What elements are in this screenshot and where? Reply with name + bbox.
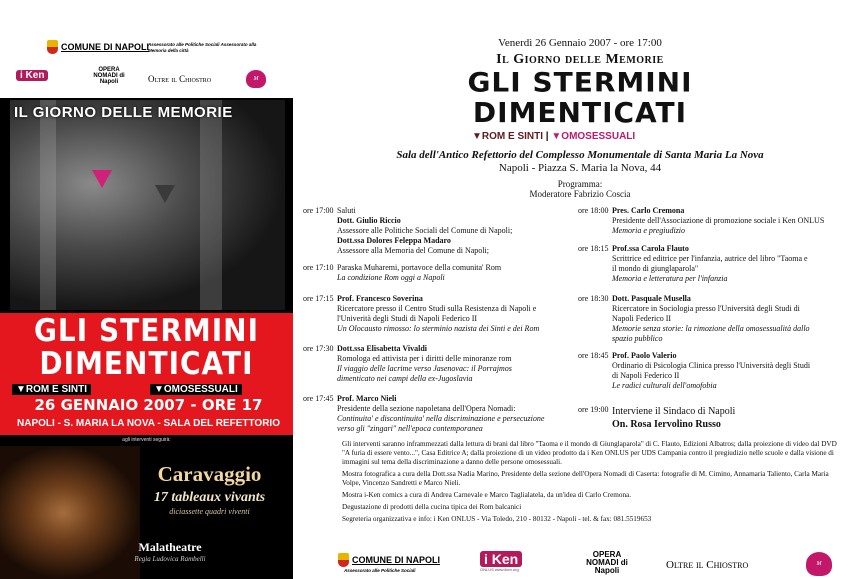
event-date-line: Venerdì 26 Gennaio 2007 - ore 17:00 <box>498 37 662 49</box>
poster-subtitle: IL GIORNO DELLE MEMORIE <box>14 104 233 121</box>
note-photo-exhibit: Mostra fotografica a cura della Dott.ssa Nadia Marino, Presidente della sezione dell'Opera Nomadi di Caserta: fotografie di M. Cimino, Annamaria Taliento, Carla Maria Volpe, Vincenzo Sandretti e Marco Nieli. <box>342 470 829 487</box>
comune-crest-icon <box>47 40 58 54</box>
schedule-time: ore 17:00 <box>303 206 334 215</box>
footer-iken-logo: i Ken ONLUS www.iken.org <box>480 551 522 572</box>
schedule-line: Pres. Carlo Cremona <box>612 206 685 215</box>
schedule-body <box>612 294 810 344</box>
poster-caravaggio: Caravaggio <box>157 462 262 486</box>
poster-assessorato-text: Assessorato alle Politiche Sociali Assessorato alla Memoria della città <box>148 42 257 53</box>
schedule-line: Interviene il Sindaco di Napoli <box>612 406 736 417</box>
schedule-body <box>337 294 539 334</box>
schedule-line: l'Univerità degli Studi di Napoli Federico II <box>337 314 478 323</box>
schedule-line: Il viaggio delle lacrime verso Jasenovac: il Porrajmos <box>337 364 512 373</box>
schedule-body <box>612 244 808 284</box>
poster-date: 26 GENNAIO 2007 - ORE 17 <box>34 396 263 414</box>
schedule-line: Ricercatore in Sociologia presso l'Università degli Studi di <box>612 304 800 313</box>
event-subtitle <box>472 131 635 142</box>
schedule-time: ore 17:30 <box>303 344 334 353</box>
schedule-time: ore 17:10 <box>303 263 334 272</box>
event-title-line2: DIMENTICATI <box>472 96 688 129</box>
malatheatre-icon: M <box>246 70 266 88</box>
schedule-line: Ricercatore presso il Centro Studi sulla Resistenza di Napoli e <box>337 304 537 313</box>
poster-iken-logo: i Ken <box>16 70 48 81</box>
poster-photograph <box>10 100 285 310</box>
schedule-line: Napoli Federico II <box>612 314 672 323</box>
poster-quadri: diciassette quadri viventi <box>169 507 250 516</box>
footer-opera-nomadi-logo: OPERA NOMADI di Napoli <box>586 550 628 575</box>
schedule-line: il mondo di giunglaparola" <box>612 264 699 273</box>
oms-label: ▼OMOSESSUALI <box>551 131 636 142</box>
poster-comune-logo: COMUNE DI NAPOLI <box>47 40 149 54</box>
event-notes <box>342 440 846 527</box>
schedule-line: La condizione Rom oggi a Napoli <box>337 273 445 282</box>
schedule-line: Memorie senza storie: la rimozione della omosessualità dallo <box>612 324 810 333</box>
schedule-line: Un Olocausto rimosso: lo sterminio nazista dei Sinti e dei Rom <box>337 324 540 333</box>
schedule-line: Prof. Marco Nieli <box>337 394 397 403</box>
moderator: Moderatore Fabrizio Coscia <box>529 189 631 199</box>
schedule-time: ore 18:15 <box>578 244 609 253</box>
schedule-body <box>612 405 735 431</box>
event-address: Napoli - Piazza S. Maria la Nova, 44 <box>498 162 662 174</box>
poster-oms-label: ▼OMOSESSUALI <box>150 384 242 395</box>
schedule-line: Le radici culturali dell'omofobia <box>612 381 717 390</box>
schedule-line: verso gli "zingari" nell'epoca contemporanea <box>337 424 483 433</box>
schedule-body <box>337 394 544 434</box>
poster-tableaux: 17 tableaux vivants <box>153 490 266 505</box>
poster-interventi-note: agli interventi seguirà: <box>122 437 171 443</box>
schedule-line: Memoria e pregiudizio <box>612 226 686 235</box>
schedule-line: Saluti <box>337 206 356 215</box>
poster-malatheatre: Malatheatre <box>138 540 202 554</box>
poster-place: NAPOLI - S. MARIA LA NOVA - SALA DEL REFETTORIO <box>17 418 280 429</box>
schedule-line: Presidente dell'Associazione di promozione sociale i Ken ONLUS <box>612 216 825 225</box>
schedule-line: Continuita' e discontinuita' nella discriminazione e persecuzione <box>337 414 545 423</box>
schedule-time: ore 18:00 <box>578 206 609 215</box>
malatheatre-icon: M <box>806 552 832 576</box>
schedule-time: ore 18:45 <box>578 351 609 360</box>
poster-logo-band <box>0 0 293 98</box>
schedule-line: Prof. Francesco Soverina <box>337 294 423 303</box>
schedule-line: On. Rosa Iervolino Russo <box>612 419 721 430</box>
event-title-line1: GLI STERMINI <box>467 66 693 99</box>
schedule-body <box>337 263 501 283</box>
schedule-line: Assessore alla Memoria del Comune di Napoli; <box>337 246 489 255</box>
schedule-line: Paraska Muharemi, portavoce della comunita' Rom <box>337 263 502 272</box>
pink-triangle-icon <box>92 170 112 188</box>
schedule-body <box>337 344 512 384</box>
schedule-line: Dott. Giulio Riccio <box>337 216 401 225</box>
poster-title-line1: GLI STERMINI <box>33 312 260 349</box>
poster-oltre-logo: Oltre il Chiostro <box>148 74 212 84</box>
footer-malatheatre-logo <box>806 552 832 576</box>
note-secretariat: Segreteria organizzativa e info: i Ken ONLUS - Via Toledo, 210 - 80132 - Napoli - tel. & fax: 081.5519653 <box>342 515 652 523</box>
schedule-line: Dott.ssa Dolores Feleppa Madaro <box>337 236 451 245</box>
schedule-line: Ordinario di Psicologia Clinica presso l'Università degli Studi <box>612 361 811 370</box>
poster-regia: Regia Ludovica Rambelli <box>134 555 206 563</box>
schedule-line: Romologa ed attivista per i diritti delle minoranze rom <box>337 354 512 363</box>
poster-title-line2: DIMENTICATI <box>39 345 254 382</box>
schedule-time: ore 18:30 <box>578 294 609 303</box>
schedule-line: Prof. Paolo Valerio <box>612 351 677 360</box>
comune-crest-icon <box>338 553 349 567</box>
poster-rom-label: ▼ROM E SINTI <box>12 384 91 395</box>
schedule-line: Memoria e letteratura per l'infanzia <box>612 274 728 283</box>
poster-opera-nomadi-logo: OPERA NOMADI di Napoli <box>93 67 125 85</box>
poster-malatheatre-logo <box>246 70 266 88</box>
schedule-line: Prof.ssa Carola Flauto <box>612 244 689 253</box>
schedule-line: Dott.ssa Elisabetta Vivaldi <box>337 344 428 353</box>
note-readings: Gli interventi saranno inframmezzati dalla lettura di brani dal libro "Taoma e il mondo di Giunglaparola" di C. Flauto, Edizioni Albatros; dalla proiezione di video dal DVD "A furia di essere vento...", Casa Editrice A; dalla proiezione di un video prodotto da i Ken ONLUS per UDS Campania contro il pregiudizio nelle scuole e dalla visione di immagini sul tema della discriminazione a danno delle persone omosessuali. <box>342 440 837 466</box>
schedule-line: Assessore alle Politiche Sociali del Comune di Napoli; <box>337 226 513 235</box>
schedule-time: ore 17:45 <box>303 394 334 403</box>
footer-assessorato-text: Assessorato alle Politiche Sociali <box>344 568 416 573</box>
event-poster <box>0 0 293 579</box>
schedule-line: Presidente della sezione napoletana dell'Opera Nomadi: <box>337 404 516 413</box>
schedule-time: ore 17:15 <box>303 294 334 303</box>
footer-logos <box>330 549 850 579</box>
footer-comune-logo: COMUNE DI NAPOLI <box>338 553 440 567</box>
event-giorno-title: Il Giorno delle Memorie <box>496 52 664 67</box>
schedule-body <box>337 206 512 256</box>
dark-triangle-icon <box>155 185 175 203</box>
rom-label: ▼ROM E SINTI <box>472 131 544 142</box>
subtitle-separator: | <box>545 131 549 142</box>
schedule-body <box>612 351 810 391</box>
footer-oltre-logo: Oltre il Chiostro <box>666 559 749 571</box>
schedule-line: Dott. Pasquale Musella <box>612 294 691 303</box>
program-heading: Programma: <box>557 179 603 189</box>
note-tasting: Degustazione di prodotti della cucina tipica dei Rom balcanici <box>342 503 522 511</box>
schedule-body <box>612 206 824 236</box>
note-comics-exhibit: Mostra i-Ken comics a cura di Andrea Carnevale e Marco Taglialatela, da un'idea di Carlo Cremona. <box>342 491 632 499</box>
event-venue: Sala dell'Antico Refettorio del Complesso Monumentale di Santa Maria La Nova <box>396 149 764 161</box>
schedule-line: spazio pubblico <box>612 334 663 343</box>
schedule-line: dimenticato nei campi della ex-Jugoslavia <box>337 374 473 383</box>
schedule-line: di Napoli Federico II <box>612 371 680 380</box>
schedule-line: Scrittrice ed editrice per l'infanzia, autrice del libro "Taoma e <box>612 254 808 263</box>
schedule-time: ore 19:00 <box>578 405 609 414</box>
